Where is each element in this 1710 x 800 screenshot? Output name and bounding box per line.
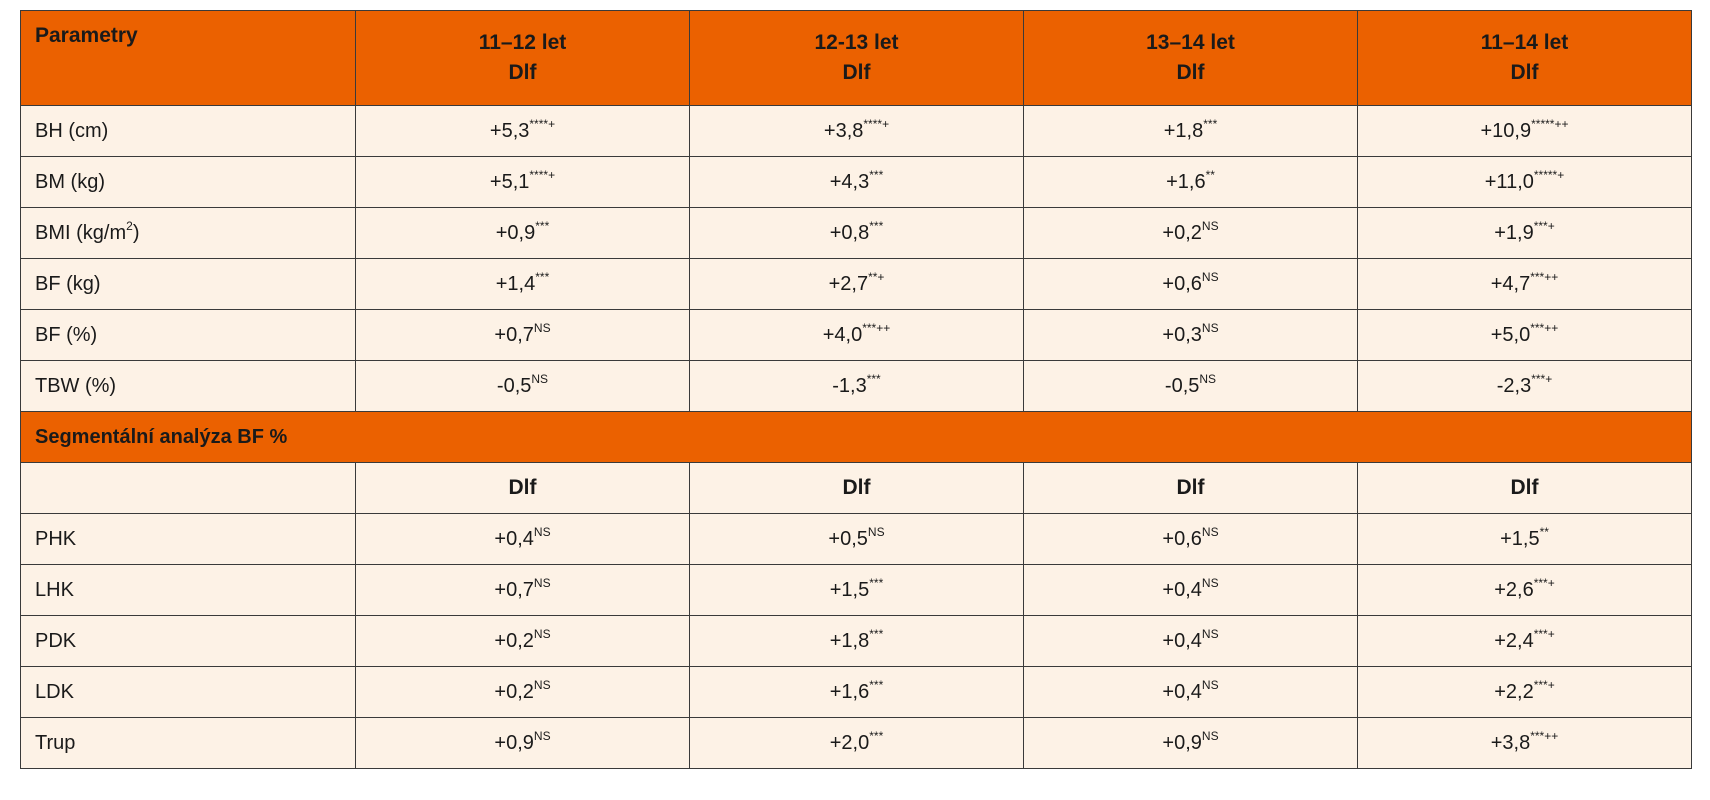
significance-marker: ***+ [1533,218,1555,233]
significance-marker: ***++ [1530,269,1559,284]
value-cell [1358,157,1692,208]
value-cell [356,616,690,667]
value-cell [1024,259,1358,310]
subheader-empty [21,463,356,514]
header-col-13-14 [1024,11,1358,106]
significance-marker: ****+ [863,116,890,131]
table-row [21,259,1692,310]
value-cell [1024,361,1358,412]
value-cell [1024,208,1358,259]
cell-value: +2,7 [828,272,869,295]
row-label-cell [21,361,356,412]
cell-value: +2,4 [1494,629,1534,652]
value-cell [1024,718,1358,769]
cell-value: +0,9 [494,731,534,754]
row-label: BF (%) [35,323,98,346]
significance-marker: ****+ [529,167,556,182]
value-cell [356,157,690,208]
row-label: BMI (kg/m [35,221,127,244]
significance-marker: NS [533,728,551,743]
row-label-cell [21,718,356,769]
row-label-cell [21,514,356,565]
value-cell [690,208,1024,259]
header-col-12-13 [690,11,1024,106]
row-label: BM (kg) [35,170,105,193]
row-label: BH (cm) [35,119,109,142]
table-row [21,310,1692,361]
value-cell [356,667,690,718]
significance-marker: *** [869,626,884,641]
row-label-cell [21,616,356,667]
cell-value: +5,1 [489,170,530,193]
value-cell [1358,718,1692,769]
header-age-range: 12-13 let [814,31,899,54]
cell-value: +4,7 [1490,272,1531,295]
cell-value: +0,4 [1162,578,1202,601]
cell-value: +0,5 [828,527,868,550]
value-cell [356,310,690,361]
cell-value: +0,7 [494,323,534,346]
significance-marker: ***++ [1530,320,1559,335]
value-cell [690,361,1024,412]
significance-marker: ***+ [1531,371,1553,386]
value-cell [1024,157,1358,208]
cell-value: -1,3 [832,374,867,397]
subheader-diff: Dlf [356,463,690,514]
cell-value: +2,2 [1494,680,1534,703]
cell-value: +5,0 [1490,323,1531,346]
table-row [21,361,1692,412]
section-row [21,412,1692,463]
table-row [21,616,1692,667]
header-diff-label: Dlf [842,61,871,84]
header-col-11-14 [1358,11,1692,106]
subheader-diff: Dlf [1024,463,1358,514]
cell-value: +0,2 [494,629,534,652]
row-label: LHK [35,578,74,601]
value-cell [356,361,690,412]
significance-marker: ***++ [1530,728,1559,743]
significance-marker: NS [1201,269,1219,284]
value-cell [1358,259,1692,310]
table-row [21,208,1692,259]
cell-value: +1,9 [1494,221,1534,244]
value-cell [1024,616,1358,667]
cell-value: +1,6 [1166,170,1206,193]
cell-value: +0,6 [1162,272,1202,295]
value-cell [356,106,690,157]
value-cell [1358,616,1692,667]
significance-marker: *** [869,218,884,233]
row-label: TBW (%) [35,374,117,397]
header-age-range: 11–12 let [478,31,567,54]
header-diff-label: Dlf [1176,61,1205,84]
cell-value: +0,4 [1162,680,1202,703]
header-col-11-12 [356,11,690,106]
cell-value: -2,3 [1496,374,1532,397]
cell-value: +1,4 [495,272,536,295]
value-cell [690,259,1024,310]
significance-marker: NS [1201,626,1219,641]
table-row [21,106,1692,157]
cell-value: +3,8 [823,119,864,142]
row-label-cell [21,259,356,310]
value-cell [690,616,1024,667]
cell-value: +10,9 [1480,119,1532,142]
cell-value: +0,8 [829,221,870,244]
header-age-range: 11–14 let [1480,31,1569,54]
row-label: Trup [35,731,76,754]
header-row [21,11,1692,106]
table-row [21,718,1692,769]
cell-value: +1,8 [1163,119,1204,142]
cell-value: +5,3 [489,119,530,142]
significance-marker: NS [1201,728,1219,743]
subheader-diff: Dlf [1358,463,1692,514]
significance-marker: *** [535,269,550,284]
value-cell [356,718,690,769]
significance-marker: ** [1205,167,1215,182]
value-cell [356,514,690,565]
cell-value: +0,6 [1162,527,1202,550]
significance-marker: *****+ [1533,167,1565,182]
cell-value: +4,3 [829,170,870,193]
significance-marker: ** [1539,524,1549,539]
significance-marker: *** [869,728,884,743]
value-cell [690,157,1024,208]
significance-marker: *** [535,218,550,233]
value-cell [1358,361,1692,412]
significance-marker: *** [1203,116,1218,131]
results-table-container [20,10,1692,769]
cell-value: +0,9 [495,221,536,244]
significance-marker: *** [869,167,884,182]
value-cell [690,310,1024,361]
cell-value: +2,0 [829,731,870,754]
cell-value: +11,0 [1484,170,1534,193]
row-label: LDK [35,680,74,703]
value-cell [1358,106,1692,157]
value-cell [1024,310,1358,361]
cell-value: +4,0 [822,323,863,346]
cell-value: +1,8 [829,629,870,652]
row-label-end: ) [132,221,140,244]
value-cell [690,106,1024,157]
value-cell [1358,310,1692,361]
table-row [21,667,1692,718]
cell-value: +1,5 [1500,527,1540,550]
cell-value: -0,5 [496,374,532,397]
value-cell [356,208,690,259]
header-diff-label: Dlf [508,61,537,84]
significance-marker: *** [869,575,884,590]
cell-value: +1,6 [829,680,870,703]
value-cell [690,514,1024,565]
value-cell [356,565,690,616]
row-label-cell [21,310,356,361]
cell-value: +0,7 [494,578,534,601]
cell-value: +1,5 [829,578,870,601]
value-cell [1358,565,1692,616]
cell-value: +0,9 [1162,731,1202,754]
significance-marker: NS [531,371,549,386]
significance-marker: NS [533,320,551,335]
header-parameters: Parametry [21,11,356,106]
cell-value: +2,6 [1494,578,1534,601]
significance-marker: NS [1201,320,1219,335]
significance-marker: NS [1201,677,1219,692]
significance-marker: *** [866,371,881,386]
row-label: PHK [35,527,77,550]
significance-marker: ****+ [529,116,556,131]
cell-value: +3,8 [1490,731,1531,754]
value-cell [1358,514,1692,565]
cell-value: +0,2 [494,680,534,703]
significance-marker: ***+ [1533,677,1555,692]
significance-marker: NS [1201,575,1219,590]
significance-marker: NS [1201,524,1219,539]
significance-marker: ***+ [1533,626,1555,641]
significance-marker: NS [533,626,551,641]
value-cell [1358,667,1692,718]
table-row [21,514,1692,565]
cell-value: +0,2 [1162,221,1202,244]
section-title: Segmentální analýza BF % [21,412,1692,463]
row-label-cell [21,667,356,718]
significance-marker: *** [869,677,884,692]
row-label-cell [21,208,356,259]
significance-marker: NS [1199,371,1217,386]
table-row [21,157,1692,208]
value-cell [1024,106,1358,157]
significance-marker: NS [533,677,551,692]
value-cell [690,718,1024,769]
significance-marker: ***+ [1533,575,1555,590]
cell-value: -0,5 [1164,374,1200,397]
row-label-cell [21,106,356,157]
value-cell [1024,514,1358,565]
row-label-cell [21,565,356,616]
significance-marker: NS [533,575,551,590]
row-label: PDK [35,629,77,652]
value-cell [356,259,690,310]
cell-value: +0,3 [1162,323,1202,346]
value-cell [1024,565,1358,616]
results-table [20,10,1692,769]
header-diff-label: Dlf [1510,61,1539,84]
value-cell [690,565,1024,616]
value-cell [1024,667,1358,718]
subheader-row [21,463,1692,514]
subheader-diff: Dlf [690,463,1024,514]
cell-value: +0,4 [1162,629,1202,652]
unit-exponent: 2 [126,218,133,233]
value-cell [1358,208,1692,259]
row-label: BF (kg) [35,272,101,295]
significance-marker: *****++ [1531,116,1569,131]
significance-marker: **+ [868,269,885,284]
significance-marker: NS [1201,218,1219,233]
header-age-range: 13–14 let [1146,31,1235,54]
table-row [21,565,1692,616]
significance-marker: NS [867,524,885,539]
cell-value: +0,4 [494,527,534,550]
significance-marker: ***++ [862,320,891,335]
row-label-cell [21,157,356,208]
value-cell [690,667,1024,718]
significance-marker: NS [533,524,551,539]
